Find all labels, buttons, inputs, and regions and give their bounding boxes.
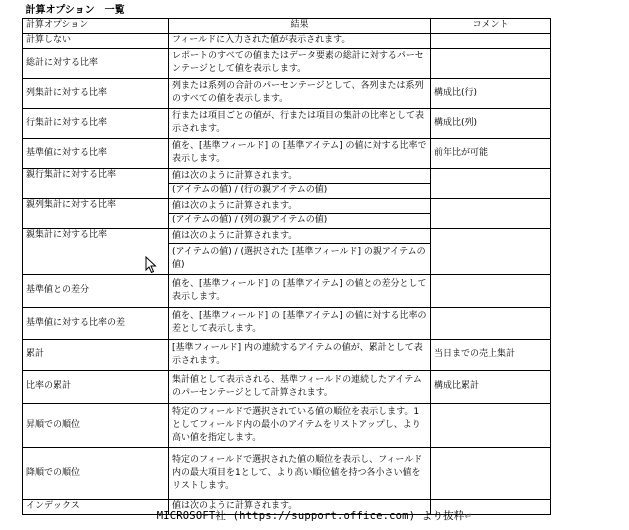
option-result [169, 228, 431, 274]
option-comment [431, 48, 551, 78]
option-result: 特定のフィールドで選択されている値の順位を表示します。1としてフィールド内の最小のアイテムをリストアップし、より高い値を指定します。 [169, 403, 431, 447]
formula-intro: 値は次のように計算されます。 [169, 170, 430, 184]
option-comment [431, 228, 551, 274]
option-result: フィールドに入力された値が表示されます。 [169, 33, 431, 48]
option-comment [431, 447, 551, 499]
caption-text: MICROSOFT社 (https://support.office.com) より抜粋 [156, 510, 465, 522]
option-comment: 前年比が可能 [431, 138, 551, 168]
header-option: 計算オプション [23, 18, 169, 33]
table-row [23, 228, 551, 274]
table-row [23, 403, 551, 447]
option-name: 累計 [23, 339, 169, 370]
option-comment [431, 168, 551, 198]
table-row [23, 339, 551, 370]
option-name: 親集計に対する比率 [23, 228, 169, 274]
option-comment: 構成比累計 [431, 370, 551, 403]
option-name: 基準値に対する比率 [23, 138, 169, 168]
option-result: 値を、[基準フィールド] の [基準アイテム] の値との差分として表示します。 [169, 274, 431, 307]
paragraph-mark: ↵ [464, 512, 473, 522]
option-result: 行または項目ごとの値が、行または項目の集計の比率として表示されます。 [169, 108, 431, 138]
table-row [23, 198, 551, 228]
option-name: インデックス [23, 499, 169, 514]
table-row [23, 370, 551, 403]
header-comment: コメント [431, 18, 551, 33]
option-name: 基準値に対する比率の差 [23, 307, 169, 339]
option-result [169, 198, 431, 228]
table-row [23, 447, 551, 499]
option-comment: 構成比(列) [431, 108, 551, 138]
option-comment [431, 33, 551, 48]
option-comment: 当日までの売上集計 [431, 339, 551, 370]
option-result: レポートのすべての値またはデータ要素の総計に対するパーセンテージとして値を表示します。 [169, 48, 431, 78]
option-name: 基準値との差分 [23, 274, 169, 307]
table-row [23, 274, 551, 307]
option-result: 集計値として表示される、基準フィールドの連続したアイテムのパーセンテージとして計算されます。 [169, 370, 431, 403]
option-name: 昇順での順位 [23, 403, 169, 447]
table-row [23, 48, 551, 78]
option-result [169, 168, 431, 198]
table-row [23, 33, 551, 48]
option-result: 値は次のように計算されます。 [169, 499, 431, 514]
option-comment [431, 307, 551, 339]
option-comment: 構成比(行) [431, 78, 551, 108]
formula-intro: 値は次のように計算されます。 [169, 230, 430, 244]
option-result: 特定のフィールドで選択された値の順位を表示し、フィールド内の最大項目を1として、より高い順位値を持つ各小さい値をリストします。 [169, 447, 431, 499]
formula: (アイテムの値) / (行の親アイテムの値) [172, 184, 328, 195]
option-name: 比率の累計 [23, 370, 169, 403]
option-name: 計算しない [23, 33, 169, 48]
table-row [23, 108, 551, 138]
option-comment [431, 274, 551, 307]
option-comment [431, 198, 551, 228]
option-comment [431, 403, 551, 447]
option-name: 降順での順位 [23, 447, 169, 499]
table-row [23, 168, 551, 198]
mouse-pointer-icon [145, 256, 157, 274]
option-name: 親列集計に対する比率 [23, 198, 169, 228]
table-title: 計算オプション 一覧 [25, 5, 125, 17]
formula: (アイテムの値) / (列の親アイテムの値) [172, 214, 328, 225]
option-name: 総計に対する比率 [23, 48, 169, 78]
formula: (アイテムの値) / (選択された [基準フィールド] の親アイテムの値) [172, 247, 426, 270]
table-row [23, 138, 551, 168]
option-name: 行集計に対する比率 [23, 108, 169, 138]
table-row [23, 78, 551, 108]
calculation-options-table [22, 4, 551, 515]
header-result: 結果 [169, 18, 431, 33]
header-row [23, 18, 551, 33]
option-result: 値を、[基準フィールド] の [基準アイテム] の値に対する比率で表示します。 [169, 138, 431, 168]
source-caption [0, 508, 629, 523]
formula-intro: 値は次のように計算されます。 [169, 200, 430, 214]
option-result: [基準フィールド] 内の連続するアイテムの値が、累計として表示されます。 [169, 339, 431, 370]
option-result: 値を、[基準フィールド] の [基準アイテム] の値に対する比率の差として表示します。 [169, 307, 431, 339]
table-row [23, 307, 551, 339]
option-result: 列または系列の合計のパーセンテージとして、各列または系列のすべての値を表示します。 [169, 78, 431, 108]
option-name: 親行集計に対する比率 [23, 168, 169, 198]
option-name: 列集計に対する比率 [23, 78, 169, 108]
